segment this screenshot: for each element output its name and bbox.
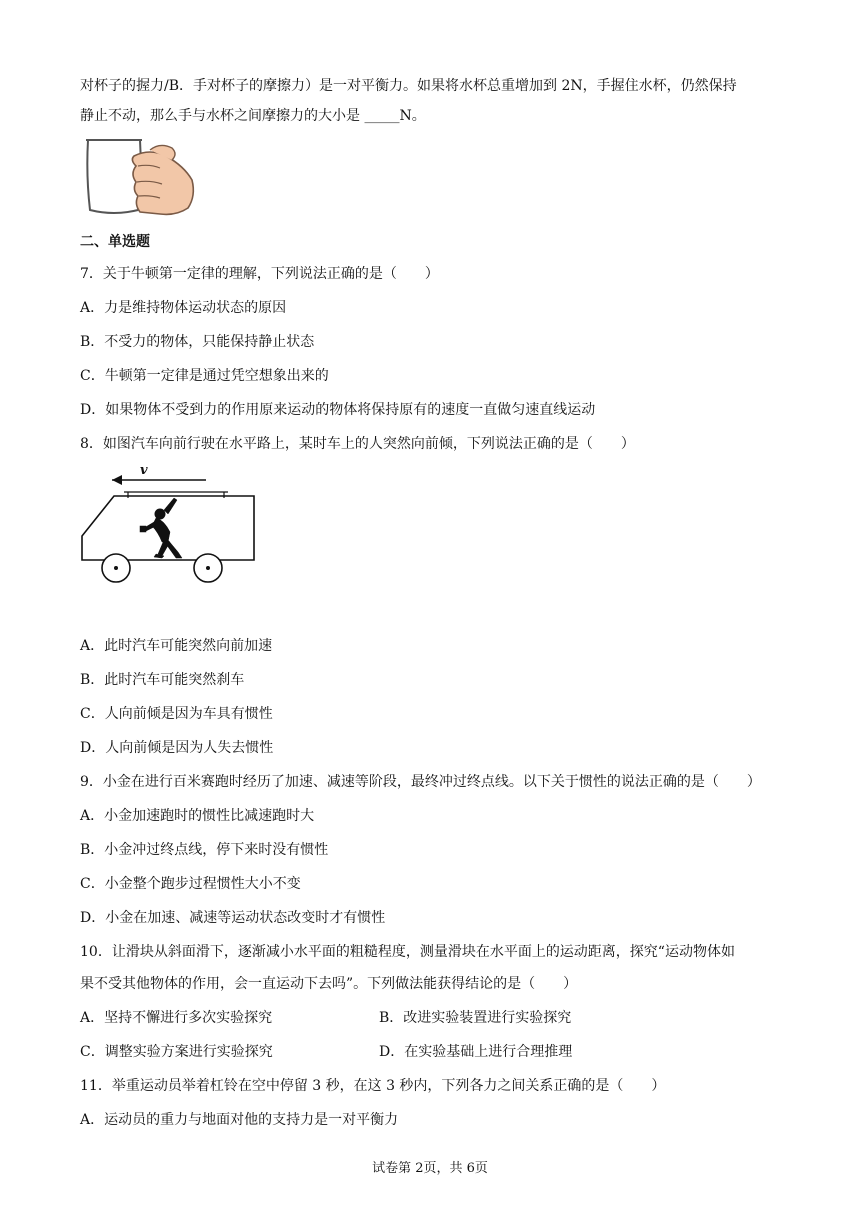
q6-line-1: 对杯子的握力/B．手对杯子的摩擦力）是一对平衡力。如果将水杯总重增加到 2N，手握住水杯，仍然保持 bbox=[80, 78, 737, 94]
q8-option-a: A．此时汽车可能突然向前加速 bbox=[80, 638, 273, 654]
person-silhouette bbox=[140, 498, 182, 558]
q7-option-d: D．如果物体不受到力的作用原来运动的物体将保持原有的速度一直做匀速直线运动 bbox=[80, 402, 596, 418]
q9-option-d: D．小金在加速、减速等运动状态改变时才有惯性 bbox=[80, 910, 386, 926]
q9-option-b: B．小金冲过终点线，停下来时没有惯性 bbox=[80, 842, 329, 858]
page-footer: 试卷第 2页，共 6页 bbox=[372, 1161, 488, 1176]
q6-line-2: 静止不动，那么手与水杯之间摩擦力的大小是 _____N。 bbox=[80, 108, 426, 124]
section-title: 二、单选题 bbox=[80, 234, 150, 250]
q7-stem: 7．关于牛顿第一定律的理解，下列说法正确的是（ ） bbox=[80, 266, 439, 282]
q11-stem: 11．举重运动员举着杠铃在空中停留 3 秒，在这 3 秒内，下列各力之间关系正确的是（ ） bbox=[80, 1078, 666, 1094]
cup-in-hand-illustration bbox=[80, 134, 200, 218]
q9-option-a: A．小金加速跑时的惯性比减速跑时大 bbox=[80, 808, 315, 824]
q8-option-d: D．人向前倾是因为人失去惯性 bbox=[80, 740, 274, 756]
q9-stem: 9．小金在进行百米赛跑时经历了加速、减速等阶段，最终冲过终点线。以下关于惯性的说法正确的是（ ） bbox=[80, 774, 761, 790]
q7-option-a: A．力是维持物体运动状态的原因 bbox=[80, 300, 287, 316]
q10-option-c: C．调整实验方案进行实验探究 bbox=[80, 1044, 273, 1060]
q7-option-c: C．牛顿第一定律是通过凭空想象出来的 bbox=[80, 368, 329, 384]
velocity-label: v bbox=[140, 463, 148, 478]
q10-option-b: B．改进实验装置进行实验探究 bbox=[379, 1010, 572, 1026]
q10-stem-line-2: 果不受其他物体的作用，会一直运动下去吗”。下列做法能获得结论的是（ ） bbox=[80, 976, 578, 992]
q8-stem: 8．如图汽车向前行驶在水平路上，某时车上的人突然向前倾，下列说法正确的是（ ） bbox=[80, 436, 635, 452]
q10-option-d: D．在实验基础上进行合理推理 bbox=[379, 1044, 573, 1060]
car-diagram bbox=[78, 462, 262, 586]
q7-option-b: B．不受力的物体，只能保持静止状态 bbox=[80, 334, 315, 350]
q9-option-c: C．小金整个跑步过程惯性大小不变 bbox=[80, 876, 301, 892]
q10-option-a: A．坚持不懈进行多次实验探究 bbox=[80, 1010, 273, 1026]
q10-stem-line-1: 10．让滑块从斜面滑下，逐渐减小水平面的粗糙程度，测量滑块在水平面上的运动距离，探究“运动物体如 bbox=[80, 944, 735, 960]
q8-option-c: C．人向前倾是因为车具有惯性 bbox=[80, 706, 273, 722]
q11-option-a: A．运动员的重力与地面对他的支持力是一对平衡力 bbox=[80, 1112, 399, 1128]
q8-option-b: B．此时汽车可能突然刹车 bbox=[80, 672, 245, 688]
